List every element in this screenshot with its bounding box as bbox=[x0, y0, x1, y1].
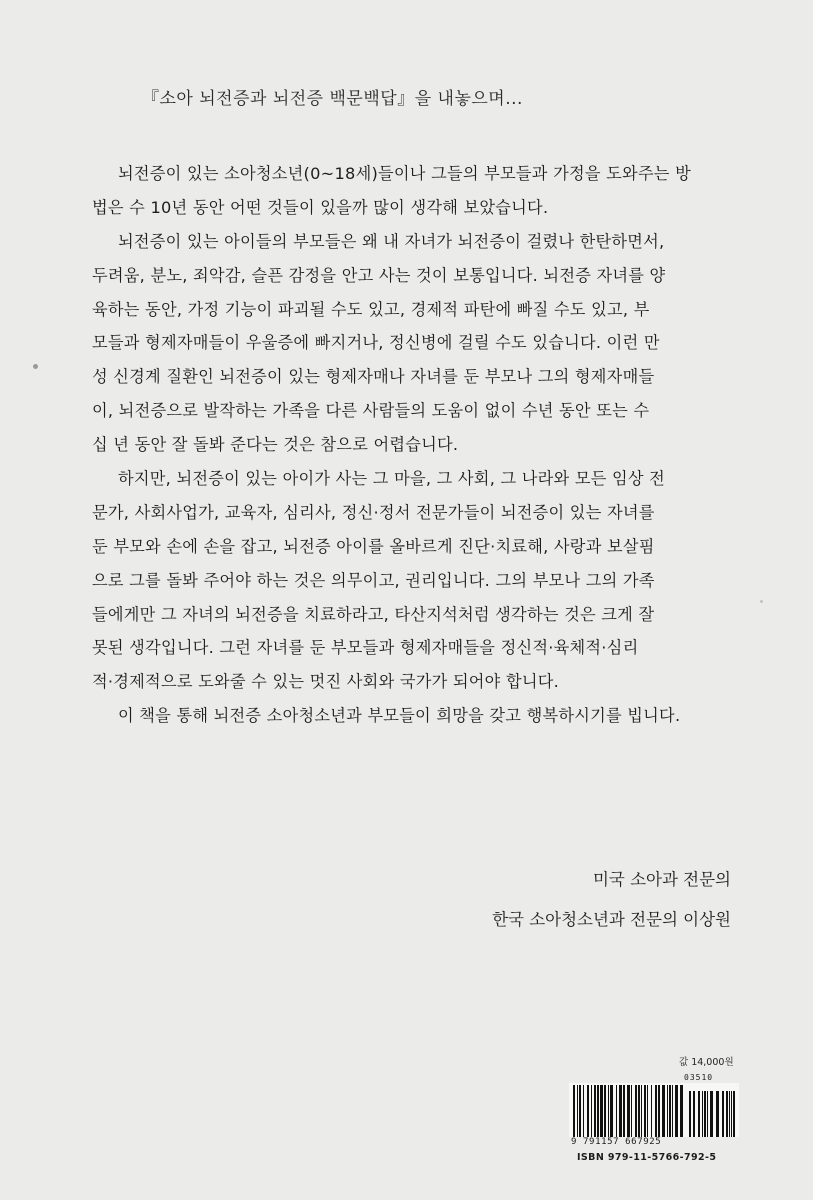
body-line: 적·경제적으로 도와줄 수 있는 멋진 사회와 국가가 되어야 합니다. bbox=[92, 672, 560, 692]
page-title: 『소아 뇌전증과 뇌전증 백문백답』을 내놓으며... bbox=[142, 89, 523, 109]
body-line: 들에게만 그 자녀의 뇌전증을 치료하라고, 타산지석처럼 생각하는 것은 크게 잘 bbox=[92, 604, 655, 624]
body-line: 법은 수 10년 동안 어떤 것들이 있을까 많이 생각해 보았습니다. bbox=[92, 197, 549, 217]
body-line: 이 책을 통해 뇌전증 소아청소년과 부모들이 희망을 갖고 행복하시기를 빕니다. bbox=[118, 706, 681, 726]
body-line: 성 신경계 질환인 뇌전증이 있는 형제자매나 자녀를 둔 부모나 그의 형제자매들 bbox=[92, 367, 655, 387]
body-line: 모들과 형제자매들이 우울증에 빠지거나, 정신병에 걸릴 수도 있습니다. 이런 만 bbox=[92, 333, 660, 353]
body-line: 뇌전증이 있는 아이들의 부모들은 왜 내 자녀가 뇌전증이 걸렸나 한탄하면서, bbox=[118, 231, 665, 251]
body-line: 으로 그를 돌봐 주어야 하는 것은 의무이고, 권리입니다. 그의 부모나 그의 가족 bbox=[92, 570, 655, 590]
barcode-bars bbox=[569, 1073, 739, 1137]
author-credential-line: 미국 소아과 전문의 bbox=[592, 870, 731, 889]
body-line: 두려움, 분노, 죄악감, 슬픈 감정을 안고 사는 것이 보통입니다. 뇌전증 자녀를 양 bbox=[92, 265, 666, 285]
preface-body bbox=[92, 157, 722, 733]
price-label: 값 14,000원 bbox=[679, 1057, 734, 1068]
body-line: 못된 생각입니다. 그런 자녀를 둔 부모들과 형제자매들을 정신적·육체적·심리 bbox=[92, 638, 639, 658]
body-line: 육하는 동안, 가정 기능이 파괴될 수도 있고, 경제적 파탄에 빠질 수도 있고, 부 bbox=[92, 299, 650, 319]
paper-speck bbox=[33, 364, 38, 369]
isbn-number: ISBN 979-11-5766-792-5 bbox=[577, 1152, 717, 1163]
author-name-line: 한국 소아청소년과 전문의 이상원 bbox=[492, 910, 731, 929]
body-line: 하지만, 뇌전증이 있는 아이가 사는 그 마을, 그 사회, 그 나라와 모든 임상 전 bbox=[118, 469, 666, 489]
body-line: 문가, 사회사업가, 교육자, 심리사, 정신·정서 전문가들이 뇌전증이 있는 자녀를 bbox=[92, 502, 655, 522]
barcode-addon-digits: 03510 bbox=[684, 1073, 714, 1082]
body-line: 둔 부모와 손에 손을 잡고, 뇌전증 아이를 올바르게 진단·치료해, 사랑과 보살핌 bbox=[92, 536, 655, 556]
barcode-digits: 9 791157 667925 bbox=[571, 1137, 662, 1147]
body-line: 뇌전증이 있는 소아청소년(0~18세)들이나 그들의 부모들과 가정을 도와주는 방 bbox=[118, 164, 691, 183]
body-line: 십 년 동안 잘 돌봐 준다는 것은 참으로 어렵습니다. bbox=[92, 435, 459, 455]
isbn-barcode bbox=[569, 1073, 739, 1173]
paper-speck bbox=[760, 600, 763, 603]
body-line: 이, 뇌전증으로 발작하는 가족을 다른 사람들의 도움이 없이 수년 동안 또는 수 bbox=[92, 401, 650, 421]
